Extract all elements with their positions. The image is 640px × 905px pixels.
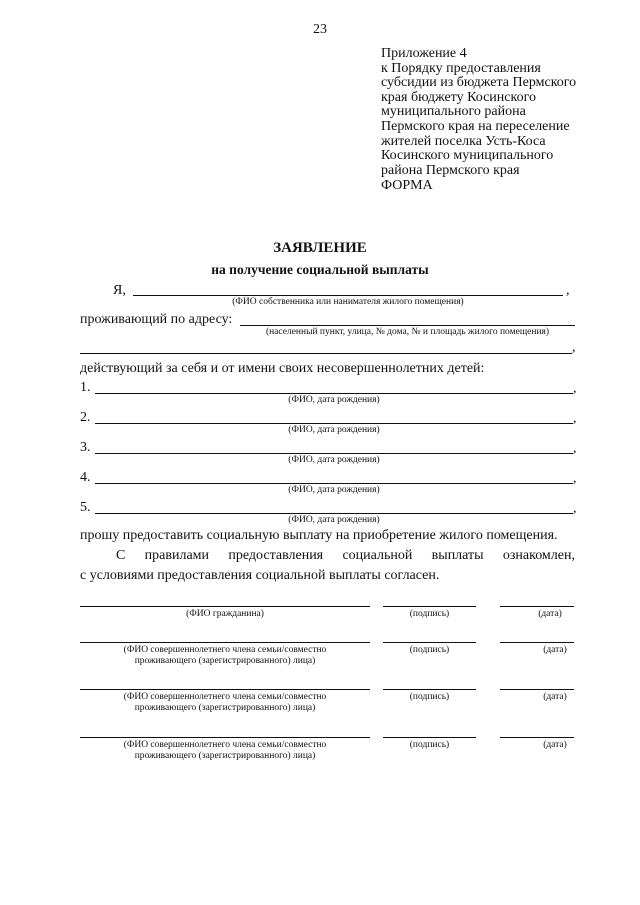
child-comma: , [573, 441, 577, 456]
page-number: 23 [313, 22, 327, 37]
child-line[interactable] [95, 483, 573, 484]
child-number: 1. [80, 380, 91, 395]
signature-sign-line[interactable] [383, 606, 476, 607]
child-number: 2. [80, 410, 91, 425]
appendix-line: Пермского края на переселение [381, 118, 570, 134]
signature-fio-caption-1: (ФИО совершеннолетнего члена семьи/совместно [123, 740, 327, 750]
signature-date-line[interactable] [500, 642, 574, 643]
child-line[interactable] [95, 393, 573, 394]
applicant-name-line[interactable] [133, 295, 563, 296]
address-line-2[interactable] [80, 353, 572, 354]
signature-sign-line[interactable] [383, 689, 476, 690]
child-comma: , [573, 471, 577, 486]
form-label: ФОРМА [381, 178, 433, 193]
signature-sign-caption: (подпись) [409, 645, 450, 655]
address-caption: (населенный пункт, улица, № дома, № и площадь жилого помещения) [265, 327, 550, 337]
applicant-name-caption: (ФИО собственника или нанимателя жилого помещения) [232, 297, 464, 307]
child-comma: , [573, 411, 577, 426]
child-caption: (ФИО, дата рождения) [288, 485, 380, 495]
request-text: прошу предоставить социальную выплату на приобретение жилого помещения. [80, 528, 558, 543]
signature-date-line[interactable] [500, 737, 574, 738]
child-caption: (ФИО, дата рождения) [288, 515, 380, 525]
signature-fio-line[interactable] [80, 737, 370, 738]
signature-date-line[interactable] [500, 689, 574, 690]
document-title: ЗАЯВЛЕНИЕ [273, 240, 367, 256]
child-caption: (ФИО, дата рождения) [288, 395, 380, 405]
signature-date-caption: (дата) [543, 692, 567, 702]
signature-date-caption: (дата) [538, 609, 562, 619]
signature-sign-caption: (подпись) [409, 692, 450, 702]
appendix-line: района Пермского края [381, 162, 520, 178]
signature-date-caption: (дата) [543, 645, 567, 655]
signature-fio-caption-1: (ФИО совершеннолетнего члена семьи/совместно [123, 692, 327, 702]
acting-text: действующий за себя и от имени своих несовершеннолетних детей: [80, 361, 485, 376]
child-comma: , [573, 381, 577, 396]
child-number: 5. [80, 500, 91, 515]
child-number: 4. [80, 470, 91, 485]
child-line[interactable] [95, 423, 573, 424]
child-number: 3. [80, 440, 91, 455]
signature-fio-caption-2: проживающего (зарегистрированного) лица) [134, 751, 316, 761]
document-subtitle: на получение социальной выплаты [211, 262, 429, 277]
appendix-heading [381, 47, 611, 178]
child-line[interactable] [95, 513, 573, 514]
address-label: проживающий по адресу: [80, 312, 233, 327]
signature-sign-caption: (подпись) [409, 740, 450, 750]
child-comma: , [573, 501, 577, 516]
signature-sign-line[interactable] [383, 737, 476, 738]
signature-fio-caption-2: проживающего (зарегистрированного) лица) [134, 703, 316, 713]
address-line[interactable] [240, 325, 575, 326]
appendix-line: края бюджету Косинского [381, 89, 536, 105]
signature-sign-caption: (подпись) [409, 609, 450, 619]
address-comma: , [572, 340, 576, 355]
signature-date-caption: (дата) [543, 740, 567, 750]
signature-fio-caption-1: (ФИО совершеннолетнего члена семьи/совместно [123, 645, 327, 655]
appendix-line: к Порядку предоставления [381, 60, 541, 76]
appendix-line: жителей поселка Усть-Коса [381, 133, 546, 149]
rules-line-1: С правилами предоставления социальной выплаты ознакомлен, [116, 548, 575, 563]
applicant-prefix: Я, [113, 283, 126, 298]
applicant-comma: , [566, 283, 570, 298]
signature-date-line[interactable] [500, 606, 574, 607]
child-caption: (ФИО, дата рождения) [288, 425, 380, 435]
signature-fio-line[interactable] [80, 642, 370, 643]
child-caption: (ФИО, дата рождения) [288, 455, 380, 465]
appendix-line: муниципального района [381, 104, 526, 120]
signature-fio-caption: (ФИО гражданина) [186, 609, 264, 619]
signature-fio-line[interactable] [80, 606, 370, 607]
appendix-line: субсидии из бюджета Пермского [381, 75, 577, 91]
appendix-line: Косинского муниципального [381, 148, 554, 164]
appendix-line: Приложение 4 [381, 46, 467, 61]
signature-sign-line[interactable] [383, 642, 476, 643]
rules-line-2: с условиями предоставления социальной выплаты согласен. [80, 568, 440, 583]
signature-fio-line[interactable] [80, 689, 370, 690]
signature-fio-caption-2: проживающего (зарегистрированного) лица) [134, 656, 316, 666]
rules-paragraph [80, 548, 575, 583]
child-line[interactable] [95, 453, 573, 454]
